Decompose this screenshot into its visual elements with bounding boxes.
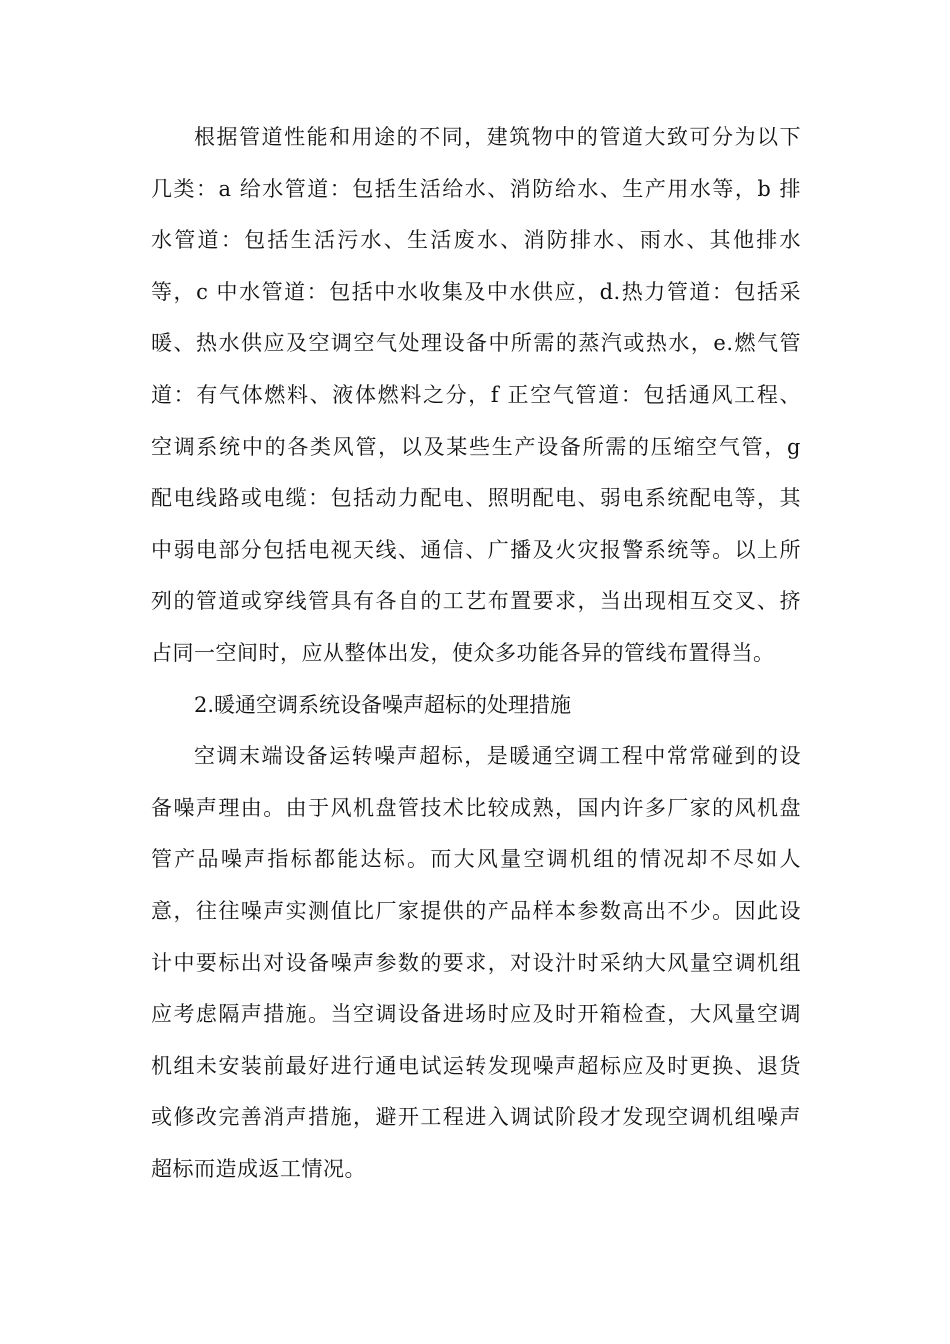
- text-line: 几类：a 给水管道：包括生活给水、消防给水、生产用水等，b 排: [151, 176, 801, 201]
- text-line: 列的管道或穿线管具有各自的工艺布置要求，当出现相互交叉、挤: [151, 589, 801, 614]
- text-line: 根据管道性能和用途的不同，建筑物中的管道大致可分为以下: [194, 125, 801, 149]
- text-line: 管产品噪声指标都能达标。而大风量空调机组的情况却不尽如人: [151, 847, 801, 872]
- text-line: 道：有气体燃料、液体燃料之分，f 正空气管道：包括通风工程、: [151, 382, 801, 407]
- document-body: [151, 112, 801, 1195]
- text-line: 空调末端设备运转噪声超标，是暖通空调工程中常常碰到的设: [194, 744, 801, 769]
- text-line: 应考虑隔声措施。当空调设备进场时应及时开箱检查，大风量空调: [151, 1002, 801, 1027]
- text-line: 占同一空间时，应从整体出发，使众多功能各异的管线布置得当。: [151, 640, 775, 665]
- text-line: 中弱电部分包括电视天线、通信、广播及火灾报警系统等。以上所: [151, 537, 801, 562]
- text-line: 配电线路或电缆：包括动力配电、照明配电、弱电系统配电等，其: [151, 486, 801, 511]
- section-heading: 2.暖通空调系统设备噪声超标的处理措施: [194, 692, 572, 717]
- text-line: 水管道：包括生活污水、生活废水、消防排水、雨水、其他排水: [151, 228, 801, 253]
- paragraph-pipe-classification: [151, 112, 801, 680]
- text-line: 空调系统中的各类风管，以及某些生产设备所需的压缩空气管，g: [151, 434, 801, 459]
- text-line: 机组未安装前最好进行通电试运转发现噪声超标应及时更换、退货: [151, 1053, 801, 1078]
- text-line: 等，c 中水管道：包括中水收集及中水供应，d.热力管道：包括采: [151, 279, 801, 304]
- text-line: 备噪声理由。由于风机盘管技术比较成熟，国内许多厂家的风机盘: [151, 795, 801, 820]
- paragraph-noise-measures: [151, 731, 801, 1195]
- text-line: 或修改完善消声措施，避开工程进入调试阶段才发现空调机组噪声: [151, 1105, 801, 1130]
- text-line: 计中要标出对设备噪声参数的要求，对设汁时采纳大风量空调机组: [151, 950, 801, 975]
- text-line: 超标而造成返工情况。: [151, 1156, 366, 1181]
- text-line: 暖、热水供应及空调空气处理设备中所需的蒸汽或热水，e.燃气管: [151, 331, 801, 356]
- text-line: 意，往往噪声实测值比厂家提供的产品样本参数高出不少。因此设: [151, 898, 801, 923]
